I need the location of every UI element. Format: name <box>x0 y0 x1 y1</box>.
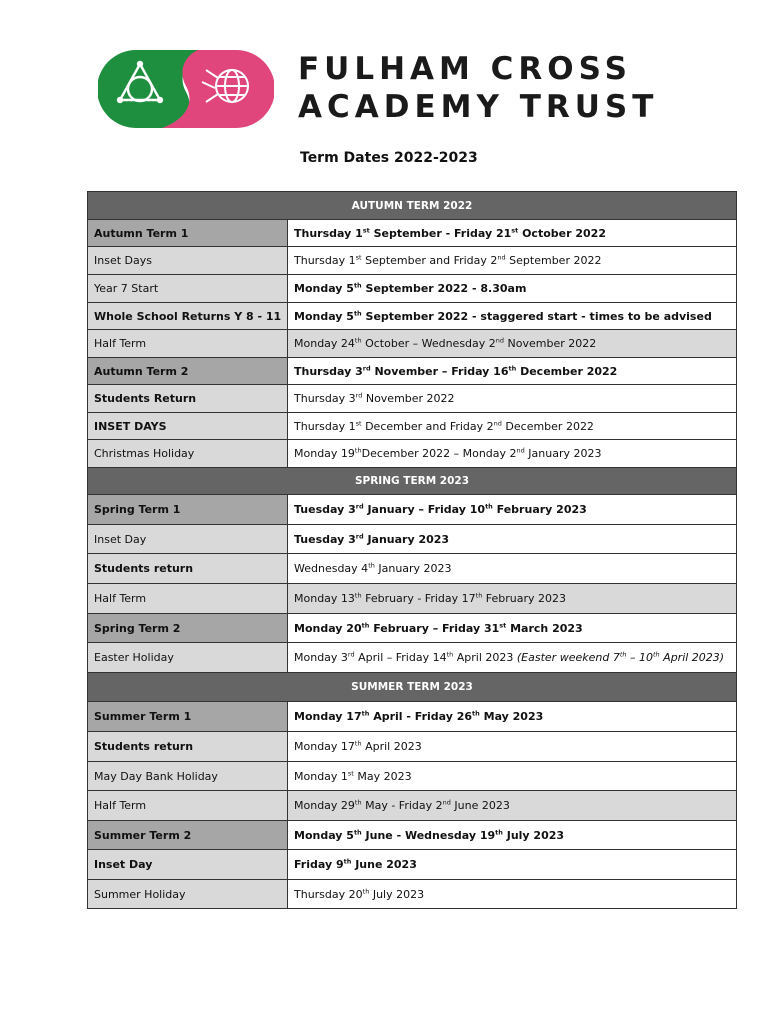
term-dates: Thursday 1st September - Friday 21st October 2022 <box>288 220 737 247</box>
term-label: Summer Term 2 <box>88 821 288 850</box>
table-row <box>88 495 737 525</box>
term-dates: Monday 24th October – Wednesday 2nd November 2022 <box>288 330 737 358</box>
term-label: INSET DAYS <box>88 413 288 440</box>
term-dates: Monday 17th April - Friday 26th May 2023 <box>288 702 737 732</box>
term-label: Half Term <box>88 330 288 358</box>
term-label: Spring Term 2 <box>88 614 288 643</box>
table-row <box>88 584 737 614</box>
term-dates: Monday 17th April 2023 <box>288 732 737 762</box>
term-dates: Monday 1st May 2023 <box>288 762 737 791</box>
page-header <box>98 48 678 130</box>
table-row <box>88 303 737 330</box>
term-label: Half Term <box>88 791 288 821</box>
table-row <box>88 247 737 275</box>
section-title: AUTUMN TERM 2022 <box>88 192 737 220</box>
term-dates: Monday 19thDecember 2022 – Monday 2nd January 2023 <box>288 440 737 468</box>
term-dates: Thursday 1st September and Friday 2nd September 2022 <box>288 247 737 275</box>
term-dates: Thursday 3rd November 2022 <box>288 385 737 413</box>
table-row <box>88 850 737 880</box>
table-row <box>88 791 737 821</box>
term-dates: Friday 9th June 2023 <box>288 850 737 880</box>
term-label: May Day Bank Holiday <box>88 762 288 791</box>
term-label: Students return <box>88 554 288 584</box>
term-dates: Thursday 1st December and Friday 2nd December 2022 <box>288 413 737 440</box>
term-dates: Tuesday 3rd January – Friday 10th February 2023 <box>288 495 737 525</box>
section-title: SPRING TERM 2023 <box>88 468 737 495</box>
table-row <box>88 554 737 584</box>
term-dates: Monday 5th September 2022 - staggered start - times to be advised <box>288 303 737 330</box>
term-dates: Monday 13th February - Friday 17th February 2023 <box>288 584 737 614</box>
table-row <box>88 358 737 385</box>
term-dates: Thursday 3rd November – Friday 16th December 2022 <box>288 358 737 385</box>
table-row <box>88 821 737 850</box>
term-label: Whole School Returns Y 8 - 11 <box>88 303 288 330</box>
table-row <box>88 702 737 732</box>
term-section-header <box>88 192 737 220</box>
table-row <box>88 614 737 643</box>
fulham-cross-logo-icon <box>98 48 274 130</box>
term-dates: Thursday 20th July 2023 <box>288 880 737 909</box>
term-dates: Monday 5th June - Wednesday 19th July 2023 <box>288 821 737 850</box>
section-title: SUMMER TERM 2023 <box>88 673 737 702</box>
table-row <box>88 220 737 247</box>
table-row <box>88 385 737 413</box>
table-row <box>88 762 737 791</box>
organization-name-line2: ACADEMY TRUST <box>298 89 659 125</box>
table-row <box>88 732 737 762</box>
table-row <box>88 413 737 440</box>
table-row <box>88 330 737 358</box>
term-section-header <box>88 673 737 702</box>
term-label: Spring Term 1 <box>88 495 288 525</box>
term-label: Students Return <box>88 385 288 413</box>
term-dates: Monday 20th February – Friday 31st March 2023 <box>288 614 737 643</box>
term-label: Students return <box>88 732 288 762</box>
table-row <box>88 525 737 554</box>
term-note: (Easter weekend 7th – 10th April 2023) <box>516 650 725 664</box>
table-row <box>88 275 737 303</box>
term-dates: Wednesday 4th January 2023 <box>288 554 737 584</box>
organization-name-line1: FULHAM CROSS <box>298 51 632 87</box>
term-label: Year 7 Start <box>88 275 288 303</box>
term-label: Inset Day <box>88 850 288 880</box>
term-dates: Tuesday 3rd January 2023 <box>288 525 737 554</box>
term-dates: Monday 3rd April – Friday 14th April 2023 (Easter weekend 7th – 10th April 2023) <box>288 643 737 673</box>
term-label: Inset Day <box>88 525 288 554</box>
term-label: Half Term <box>88 584 288 614</box>
term-dates-table <box>87 191 737 909</box>
organization-name <box>298 50 658 126</box>
table-row <box>88 440 737 468</box>
document-title: Term Dates 2022-2023 <box>300 150 478 166</box>
term-dates: Monday 5th September 2022 - 8.30am <box>288 275 737 303</box>
term-label: Christmas Holiday <box>88 440 288 468</box>
term-label: Autumn Term 1 <box>88 220 288 247</box>
table-row <box>88 643 737 673</box>
term-label: Summer Holiday <box>88 880 288 909</box>
term-label: Easter Holiday <box>88 643 288 673</box>
term-dates: Monday 29th May - Friday 2nd June 2023 <box>288 791 737 821</box>
term-section-header <box>88 468 737 495</box>
term-label: Autumn Term 2 <box>88 358 288 385</box>
term-label: Summer Term 1 <box>88 702 288 732</box>
table-row <box>88 880 737 909</box>
term-label: Inset Days <box>88 247 288 275</box>
